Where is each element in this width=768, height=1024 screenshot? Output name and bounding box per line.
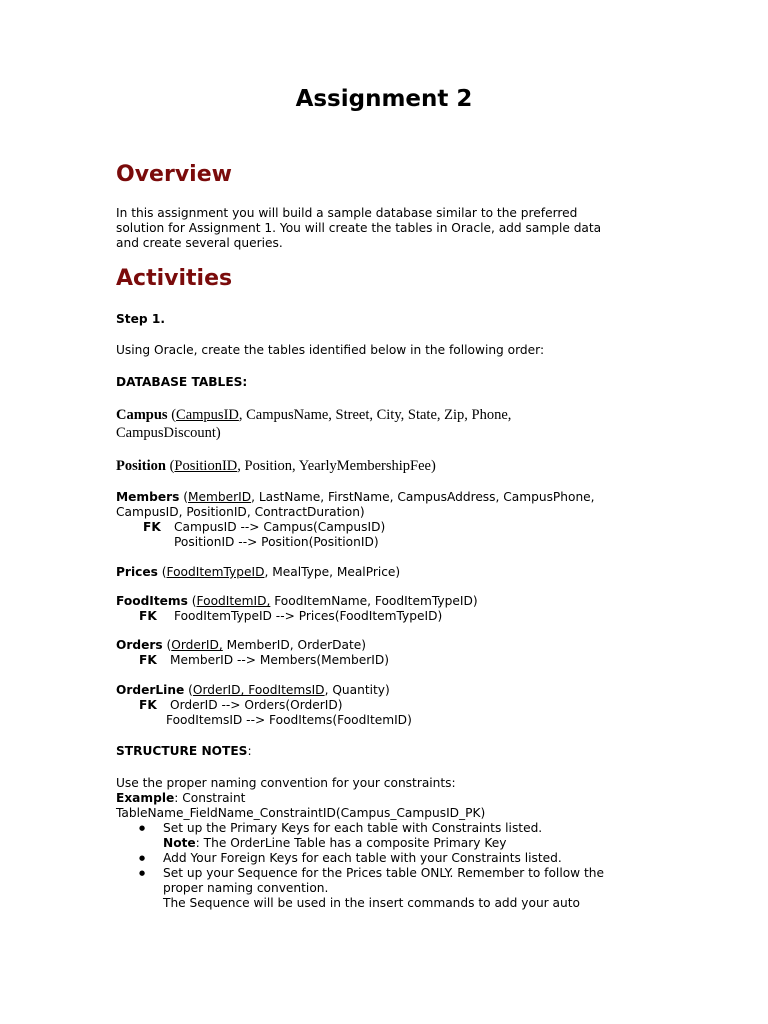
campus-table-def: Campus (CampusID, CampusName, Street, City, State, Zip, Phone, CampusDiscount) [116,407,512,441]
primary-key: OrderID, FoodItemsID [192,683,325,697]
primary-key: PositionID [174,458,238,474]
primary-key: FoodItemID, [196,594,271,608]
step-label: Step 1. [116,312,165,326]
primary-key: CampusID [176,407,239,423]
bullet-text: Set up the Primary Keys for each table with Constraints listed. [163,821,543,835]
primary-key: OrderID, [171,638,223,652]
overview-line: and create several queries. [116,236,283,250]
structure-notes-text: Use the proper naming convention for your constraints: Example: Constraint TableName_FieldName_ConstraintID(Campus_CampusID_PK) [116,776,486,820]
fk-label: FK [143,520,161,534]
foreign-key: FoodItemsID --> FoodItems(FoodItemID) [166,713,412,727]
bullet-text: The Sequence will be used in the insert commands to add your auto [163,896,580,910]
members-table-def: Members (MemberID, LastName, FirstName, CampusAddress, CampusPhone, CampusID, PositionID, ContractDuration) [116,490,595,519]
table-name: OrderLine [116,683,185,697]
orderline-table-def: OrderLine (OrderID, FoodItemsID, Quantity) [116,683,390,697]
table-name: FoodItems [116,594,188,608]
fk-label: FK [139,698,157,712]
primary-key: FoodItemTypeID [166,565,265,579]
database-tables-label: DATABASE TABLES: [116,375,248,389]
table-name: Orders [116,638,163,652]
bullet-text: proper naming convention. [163,881,329,895]
table-name: Position [116,458,166,474]
step-intro: Using Oracle, create the tables identified below in the following order: [116,343,545,357]
table-name: Prices [116,565,158,579]
bullet-text: Set up your Sequence for the Prices table ONLY. Remember to follow the [163,866,605,880]
activities-heading: Activities [116,266,233,291]
overview-paragraph [116,206,646,251]
overview-line: In this assignment you will build a sample database similar to the preferred [116,206,578,220]
foreign-key: OrderID --> Orders(OrderID) [170,698,343,712]
fk-label: FK [139,609,157,623]
foreign-key: MemberID --> Members(MemberID) [170,653,389,667]
page-title: Assignment 2 [295,86,473,112]
foreign-key: CampusID --> Campus(CampusID) [174,520,386,534]
bullet-item [139,866,145,883]
primary-key: MemberID [188,490,252,504]
table-name: Campus [116,407,168,423]
table-name: Members [116,490,180,504]
note-text: Note: The OrderLine Table has a composite Primary Key [163,836,507,850]
position-table-def: Position (PositionID, Position, YearlyMembershipFee) [116,458,436,474]
foreign-key: FoodItemTypeID --> Prices(FoodItemTypeID) [174,609,443,623]
bullet-item [139,821,145,838]
foreign-key: PositionID --> Position(PositionID) [174,535,379,549]
overview-line: solution for Assignment 1. You will create the tables in Oracle, add sample data [116,221,602,235]
prices-table-def: Prices (FoodItemTypeID, MealType, MealPrice) [116,565,401,579]
structure-notes-label: STRUCTURE NOTES: [116,744,252,758]
orders-table-def: Orders (OrderID, MemberID, OrderDate) [116,638,367,652]
bullet-text: Add Your Foreign Keys for each table with your Constraints listed. [163,851,562,865]
overview-heading: Overview [116,162,232,187]
fooditems-table-def: FoodItems (FoodItemID, FoodItemName, FoodItemTypeID) [116,594,478,608]
example-label: Example [116,791,175,805]
fk-label: FK [139,653,157,667]
